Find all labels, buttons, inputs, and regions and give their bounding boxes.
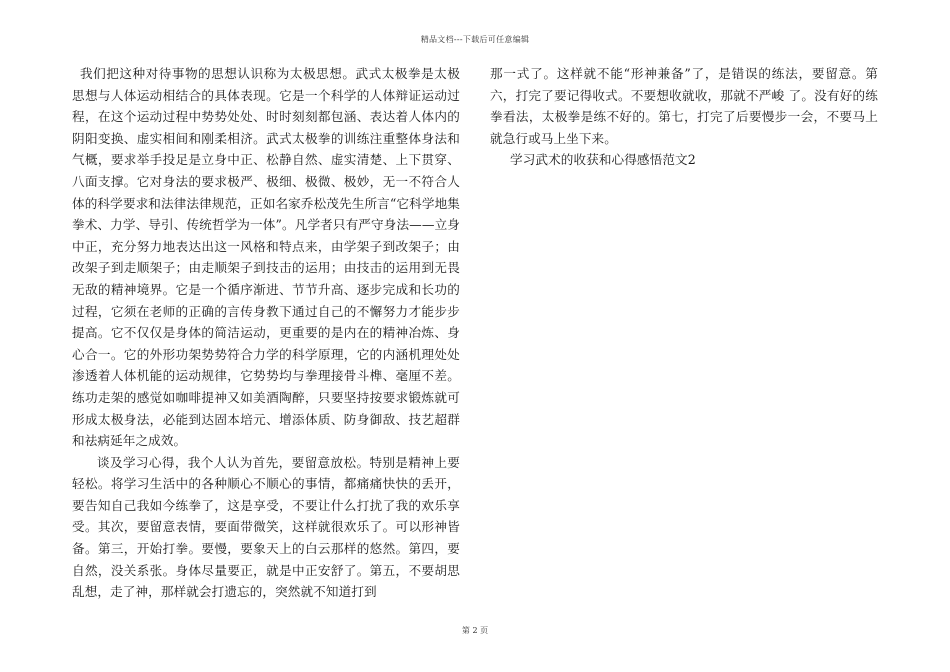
- left-column: [72, 63, 460, 603]
- body-paragraph: 我们把这种对待事物的思想认识称为太极思想。武式太极拳是太极思想与人体运动相结合的具体表现。它是一个科学的人体辩证运动过程，在这个运动过程中势势处处、时时刻刻都包涵、表达着人体内的阴阳变换、虚实相间和刚柔相济。武式太极拳的训练注重整体身法和气概，要求举手投足是立身中正、松静自然、虚实清楚、上下贯穿、八面支撑。它对身法的要求极严、极细、极微、极妙，无一不符合人体的科学要求和法律法律规范，正如名家乔松茂先生所言“它科学地集拳术、力学、导引、传统哲学为一体”。凡学者只有严守身法——立身中正，充分努力地表达出这一风格和特点来，由学架子到改架子；由改架子到走顺架子；由走顺架子到技击的运用；由技击的运用到无畏无敌的精神境界。它是一个循序渐进、节节升高、逐步完成和长功的过程，它须在老师的正确的言传身教下通过自己的不懈努力才能步步提高。它不仅仅是身体的简洁运动，更重要的是内在的精神冶炼、身心合一。它的外形功架势势符合力学的科学原理，它的内涵机理处处渗透着人体机能的运动规律，它势势均与拳理接骨斗榫、毫厘不差。练功走架的感觉如咖啡提神又如美酒陶醉，只要坚持按要求锻炼就可形成太极身法，必能到达固本培元、增添体质、防身御敌、技艺超群和祛病延年之成效。: [72, 66, 460, 449]
- section-heading: 学习武术的收获和心得感悟范文2: [510, 152, 696, 168]
- right-column: [490, 63, 878, 171]
- body-paragraph: 谈及学习心得，我个人认为首先，要留意放松。特别是精神上要轻松。将学习生活中的各种顺心不顺心的事情，都痛痛快快的丢开，要告知自己我如今练拳了，这是享受，不要让什么打扰了我的欢乐享受。其次，要留意表情，要面带微笑，这样就很欢乐了。可以形神皆备。第三，开始打拳。要慢，要象天上的白云那样的悠然。第四，要自然，没关系张。身体尽量要正，就是中正安舒了。第五，不要胡思乱想，走了神，那样就会打遗忘的，突然就不知道打到: [72, 454, 460, 600]
- page-header: 精品文档---下载后可任意编辑: [420, 35, 530, 44]
- page-number: 第 2 页: [461, 626, 489, 635]
- body-paragraph-continued: 那一式了。这样就不能“形神兼备”了，是错误的练法，要留意。第六，打完了要记得收式。不要想收就收，那就不严峻 了。没有好的练拳看法，太极拳是练不好的。第七，打完了后要慢步一会，不要马上就急行或马上坐下来。: [490, 66, 878, 146]
